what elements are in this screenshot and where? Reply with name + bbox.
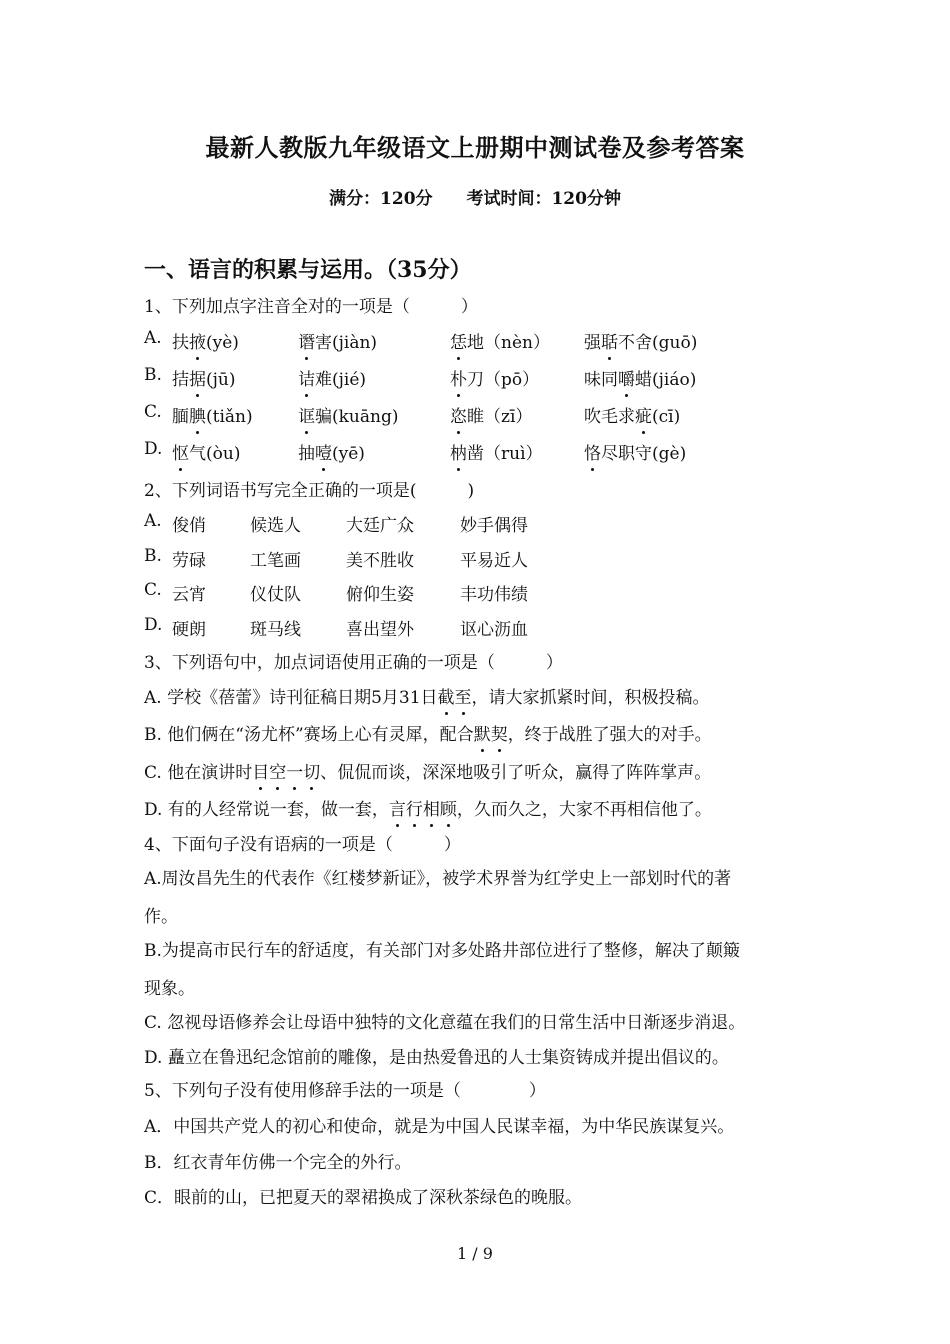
sentence-text: 、侃侃而谈，深深地吸引了听众，赢得了阵阵掌声。 [320, 763, 712, 783]
dotted-character: 诓 [298, 402, 315, 427]
dotted-character: 目 [252, 758, 269, 783]
option-label: B. [144, 546, 162, 566]
option-word: 仪仗队 [250, 585, 301, 605]
dotted-character: 聒 [601, 328, 618, 353]
option-word: 云宵 [172, 585, 206, 605]
option-word: 丰功伟绩 [460, 585, 528, 605]
exam-duration: 考试时间：120分钟 [466, 189, 621, 209]
option-word [298, 439, 365, 464]
option-word: 俯仰生姿 [346, 585, 414, 605]
word-text: 吹毛求 [584, 407, 635, 427]
dotted-phrase [438, 688, 472, 708]
option-word: 平易近人 [460, 551, 528, 571]
question-5-option-a: A．中国共产党人的初心和使命，就是为中国人民谋幸福，为中华民族谋复兴。 [144, 1117, 735, 1137]
sentence-text: ，久而久之，大家不再相信他了。 [456, 800, 712, 820]
dotted-character: 嚼 [618, 365, 635, 390]
option-word: 硬朗 [172, 620, 206, 640]
dotted-character: 枘 [450, 439, 467, 464]
word-text: 拮 [172, 370, 189, 390]
question-4-stem: 4、下面句子没有语病的一项是（ ） [144, 835, 461, 855]
option-word [450, 402, 532, 427]
option-label: D. [144, 439, 163, 459]
dotted-character: 恁 [450, 328, 467, 353]
dotted-character: 一 [286, 758, 303, 783]
dotted-character: 顾 [440, 795, 457, 820]
option-word [172, 365, 235, 390]
option-word: 喜出望外 [346, 620, 414, 640]
dotted-character: 噎 [315, 439, 332, 464]
option-word [298, 365, 366, 390]
option-word: 斑马线 [250, 620, 301, 640]
option-word: 讴心沥血 [460, 620, 528, 640]
document-title: 最新人教版九年级语文上册期中测试卷及参考答案 [205, 133, 745, 162]
sentence-text: C. 他在演讲时 [144, 763, 253, 783]
question-4-option-a-cont: 作。 [144, 907, 178, 927]
word-text: 难(jié) [315, 370, 367, 390]
dotted-phrase [474, 725, 508, 745]
exam-meta [0, 184, 950, 209]
dotted-character: 谮 [298, 328, 315, 353]
dotted-character: 腆 [189, 402, 206, 427]
dotted-character: 朴 [450, 365, 467, 390]
word-text: (tiǎn) [206, 407, 253, 427]
word-text: 不舍(guō) [618, 333, 698, 353]
sentence-text: A. 学校《蓓蕾》诗刊征稿日期5月31日 [144, 688, 438, 708]
page-number: 1 / 9 [457, 1244, 493, 1263]
option-word: 候选人 [250, 516, 301, 536]
sentence-text: ，终于战胜了强大的对手。 [507, 725, 712, 745]
option-word [584, 328, 697, 353]
word-text: 扶 [172, 333, 189, 353]
option-word [584, 365, 696, 390]
dotted-character: 契 [491, 720, 508, 745]
word-text: (yè) [206, 333, 239, 353]
question-1-stem: 1、下列加点字注音全对的一项是（ ） [144, 297, 478, 317]
question-4-option-a: A.周汝昌先生的代表作《红楼梦新证》，被学术界誉为红学史上一部划时代的著 [144, 869, 732, 889]
word-text: 害(jiàn) [315, 333, 378, 353]
option-word: 劳碌 [172, 551, 206, 571]
word-text: 抽 [298, 444, 315, 464]
word-text: 强 [584, 333, 601, 353]
option-word: 大廷广众 [346, 516, 414, 536]
word-text: 地（nèn） [467, 333, 550, 353]
sentence-text: ，请大家抓紧时间，积极投稿。 [471, 688, 710, 708]
option-word [584, 439, 686, 464]
question-3-option [144, 795, 712, 820]
sentence-text: B. 他们俩在“汤尤杯”赛场上心有灵犀，配合 [144, 725, 474, 745]
option-label: C. [144, 580, 162, 600]
dotted-character: 截 [438, 683, 455, 708]
word-text: 味同 [584, 370, 618, 390]
option-label: A. [144, 511, 162, 531]
option-word [298, 328, 377, 353]
word-text: (cī) [652, 407, 681, 427]
option-word [298, 402, 398, 427]
dotted-character: 行 [406, 795, 423, 820]
option-word: 妙手偶得 [460, 516, 528, 536]
dotted-character: 至 [455, 683, 472, 708]
dotted-character: 疵 [635, 402, 652, 427]
dotted-character: 切 [303, 758, 320, 783]
question-2-stem: 2、下列词语书写完全正确的一项是( ) [144, 481, 475, 501]
question-3-option [144, 720, 712, 745]
question-4-option-b: B.为提高市民行车的舒适度，有关部门对多处路井部位进行了整修，解决了颠簸 [144, 941, 740, 961]
word-text: 尽职守(gè) [601, 444, 687, 464]
question-3-stem: 3、下列语句中，加点词语使用正确的一项是（ ） [144, 653, 563, 673]
word-text: 刀（pō） [467, 370, 540, 390]
dotted-character: 空 [269, 758, 286, 783]
word-text: 腼 [172, 407, 189, 427]
dotted-character: 掖 [189, 328, 206, 353]
option-word: 美不胜收 [346, 551, 414, 571]
word-text: 睢（zī） [467, 407, 533, 427]
question-5-stem: 5、下列句子没有使用修辞手法的一项是（ ） [144, 1081, 546, 1101]
question-5-option-b: B．红衣青年仿佛一个完全的外行。 [144, 1153, 412, 1173]
dotted-character: 怄 [172, 439, 189, 464]
dotted-character: 相 [423, 795, 440, 820]
question-4-option-d: D. 矗立在鲁迅纪念馆前的雕像，是由热爱鲁迅的人士集资铸成并提出倡议的。 [144, 1048, 729, 1068]
sentence-text: D. 有的人经常说一套，做一套， [144, 800, 389, 820]
option-word: 工笔画 [250, 551, 301, 571]
word-text: 气(òu) [189, 444, 241, 464]
word-text: 凿（ruì） [467, 444, 543, 464]
option-word [584, 402, 680, 427]
word-text: (jū) [206, 370, 236, 390]
dotted-character: 言 [389, 795, 406, 820]
option-word [172, 439, 240, 464]
word-text: 蜡(jiáo) [635, 370, 697, 390]
dotted-character: 恪 [584, 439, 601, 464]
full-score: 满分：120分 [329, 189, 433, 209]
dotted-character: 诘 [298, 365, 315, 390]
option-label: D. [144, 615, 163, 635]
question-4-option-b-cont: 现象。 [144, 979, 195, 999]
dotted-character: 默 [474, 720, 491, 745]
dotted-character: 据 [189, 365, 206, 390]
dotted-character: 恣 [450, 402, 467, 427]
option-word [450, 328, 550, 353]
option-label: A. [144, 328, 162, 348]
question-3-option [144, 758, 711, 783]
section-heading: 一、语言的积累与运用。（35分） [144, 257, 472, 283]
option-label: B. [144, 365, 162, 385]
option-word [450, 439, 543, 464]
question-5-option-c: C．眼前的山，已把夏天的翠裙换成了深秋茶绿色的晚服。 [144, 1188, 583, 1208]
option-word [450, 365, 539, 390]
option-label: C. [144, 402, 162, 422]
word-text: (yē) [332, 444, 365, 464]
dotted-phrase [389, 800, 457, 820]
dotted-phrase [252, 763, 320, 783]
word-text: 骗(kuāng) [315, 407, 399, 427]
question-3-option [144, 683, 710, 708]
option-word [172, 328, 239, 353]
option-word [172, 402, 253, 427]
option-word: 俊俏 [172, 516, 206, 536]
question-4-option-c: C. 忽视母语修养会让母语中独特的文化意蕴在我们的日常生活中日渐逐步消退。 [144, 1013, 746, 1033]
